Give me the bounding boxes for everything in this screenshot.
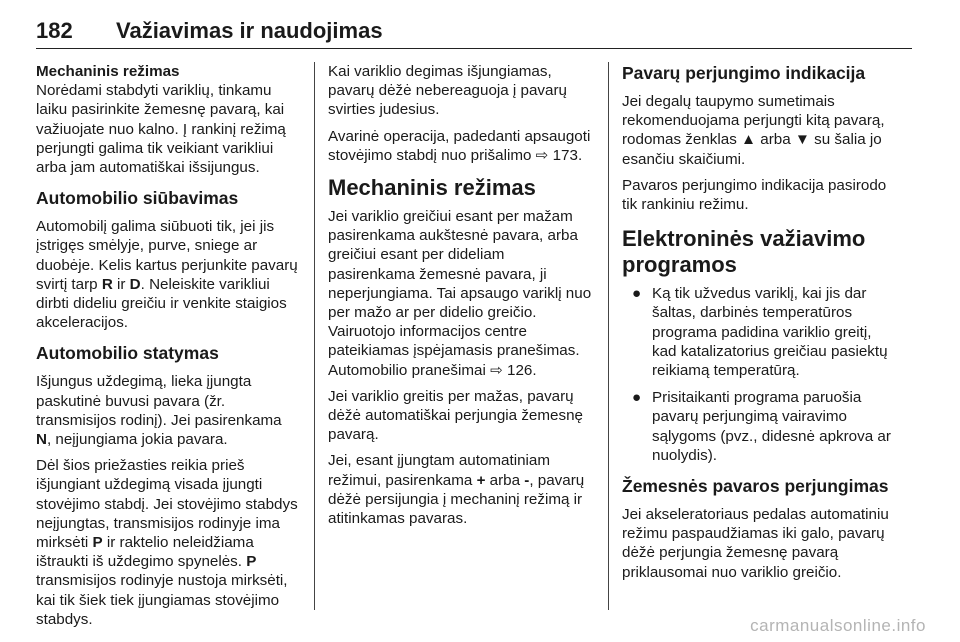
paragraph: Dėl šios priežasties reikia prieš išjungiant uždegimą visada įjungti stovėjimo stabdį. Jei stovėjimo stabdys neįjungtas, transmisijos rodinyje ima mirksėti P ir raktelio neleidžiama ištraukti iš uždegimo spynelės. P transmisijos rodinyje nustoja mirksėti, kai tik šiek tiek įjungiamas stovėjimo stabdys. bbox=[36, 457, 298, 628]
section-heading: Elektroninės važiavimo programos bbox=[622, 226, 866, 278]
list-item: ● Ką tik užvedus variklį, kai jis dar šaltas, darbinės temperatūros programa padidina variklio greitį, kad katalizatorius greičiau pasiektų reikiamą temperatūrą. bbox=[632, 285, 888, 380]
bullet-icon: ● bbox=[632, 285, 642, 303]
section-heading: Mechaninis režimas bbox=[328, 175, 536, 201]
paragraph: Išjungus uždegimą, lieka įjungta paskutinė buvusi pavara (žr. transmisijos rodinį). Jei pasirenkama N, neįjungiama jokia pavara. bbox=[36, 373, 282, 449]
watermark: carmanualsonline.info bbox=[750, 616, 926, 635]
column-divider bbox=[608, 62, 609, 610]
page-header bbox=[36, 18, 912, 48]
section-heading: Pavarų perjungimo indikacija bbox=[622, 63, 866, 83]
paragraph: Jei, esant įjungtam automatiniam režimui, pasirenkama + arba -, pavarų dėžė persijungia į mechaninį režimą ir atitinkamas pavaras. bbox=[328, 452, 585, 528]
gear-p: P bbox=[246, 553, 257, 571]
section-heading: Mechaninis režimas bbox=[36, 63, 180, 80]
plus-symbol: + bbox=[476, 471, 486, 489]
section-heading: Automobilio statymas bbox=[36, 343, 219, 364]
column-3 bbox=[622, 62, 894, 589]
paragraph: Automobilį galima siūbuoti tik, jei jis įstrigęs smėlyje, purve, sniege ar duobėje. Kelis kartus perjunkite pavarų svirtį tarp R ir D. Neleiskite varikliui dirbti dideliu greičiu ir venkite staigios akceleracijos. bbox=[36, 218, 298, 332]
page-title: Važiavimas ir naudojimas bbox=[116, 18, 383, 43]
gear-r: R bbox=[101, 275, 113, 293]
gear-d: D bbox=[129, 275, 141, 293]
paragraph: Avarinė operacija, padedanti apsaugoti stovėjimo stabdį nuo prišalimo ⇨ 173. bbox=[328, 127, 591, 164]
section-heading: Automobilio siūbavimas bbox=[36, 188, 239, 209]
paragraph: Kai variklio degimas išjungiamas, pavarų dėžė nebereaguoja į pavarų svirties judesius. bbox=[328, 63, 567, 119]
section-heading: Žemesnės pavaros perjungimas bbox=[622, 476, 889, 497]
paragraph: Jei degalų taupymo sumetimais rekomenduojama perjungti kitą pavarą, rodomas ženklas ▲ arba ▼ su šalia jo esančiu skaičiumi. bbox=[622, 93, 885, 168]
header-rule bbox=[36, 48, 912, 49]
paragraph: Jei variklio greitis per mažas, pavarų dėžė automatiškai perjungia žemesnę pavarą. bbox=[328, 387, 583, 444]
bullet-icon: ● bbox=[632, 389, 642, 407]
minus-symbol: - bbox=[524, 471, 530, 489]
gear-n: N bbox=[36, 431, 47, 449]
column-1 bbox=[36, 62, 300, 636]
paragraph: Norėdami stabdyti variklių, tinkamu laiku pasirinkite žemesnę pavarą, kai važiuojate nuo kalno. Į rankinį režimą perjungti galima tik veikiant varikliui arba jam automatiškai išsijungus. bbox=[36, 82, 286, 177]
list-item: ● Prisitaikanti programa paruošia pavarų perjungimą vairavimo sąlygoms (pvz., didesnė apkrova ar nuolydis). bbox=[632, 389, 891, 464]
paragraph: Jei variklio greičiui esant per mažam pasirenkama aukštesnė pavara, arba greičiui esant per dideliam pasirenkama žemesnė pavara, ji neperjungiama. Tai apsaugo variklį nuo per mažo ar per didelio greičio. Vairuotojo informacijos centre pateikiamas įspėjamasis pranešimas. Automobilio pranešimai ⇨ 126. bbox=[328, 208, 592, 379]
column-divider bbox=[314, 62, 315, 610]
paragraph: Pavaros perjungimo indikacija pasirodo tik rankiniu režimu. bbox=[622, 176, 887, 214]
gear-p: P bbox=[92, 534, 103, 552]
paragraph: Jei akseleratoriaus pedalas automatiniu režimu paspaudžiamas iki galo, pavarų dėžė perjungia žemesnę pavarą priklausomai nuo variklio greičio. bbox=[622, 506, 889, 581]
bullet-list bbox=[622, 284, 894, 465]
column-2 bbox=[328, 62, 594, 535]
page-number: 182 bbox=[36, 18, 73, 43]
